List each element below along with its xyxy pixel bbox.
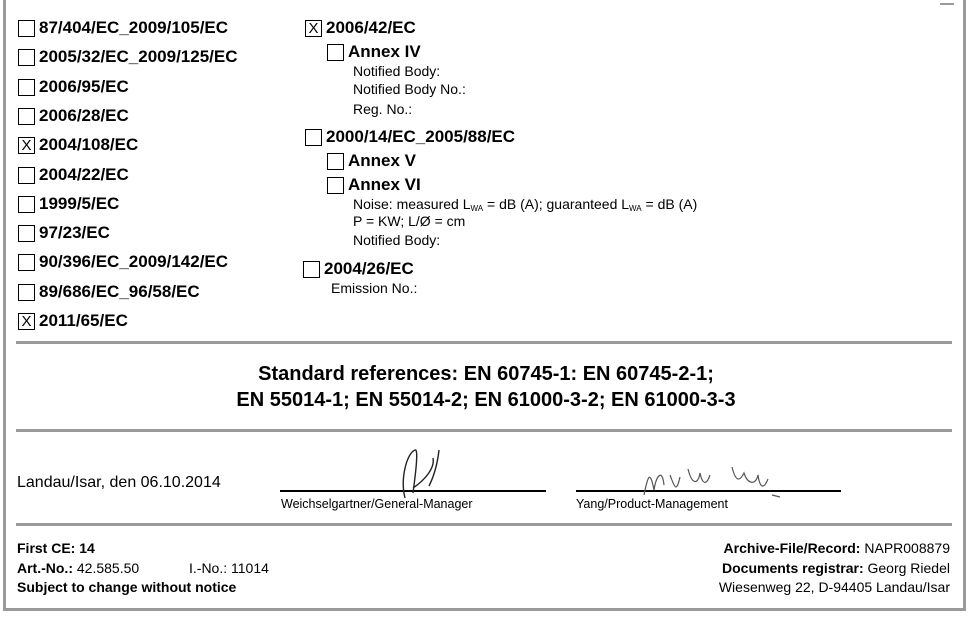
- annex-label: Annex V: [348, 151, 417, 170]
- directive-label: 2000/14/EC_2005/88/EC: [326, 127, 516, 146]
- checkbox[interactable]: [18, 225, 35, 242]
- directive-label: 89/686/EC_96/58/EC: [39, 282, 200, 301]
- directive-row: [18, 17, 228, 39]
- checkbox[interactable]: X: [18, 137, 35, 154]
- directive-row: [18, 76, 129, 98]
- directive-2006-42: [305, 17, 416, 39]
- checkbox[interactable]: [18, 49, 35, 66]
- directive-row: [18, 281, 200, 303]
- noise-subscript: WA: [629, 204, 642, 213]
- archive-label: Archive-File/Record:: [723, 540, 861, 556]
- noise-text-a: Noise: measured L: [353, 196, 471, 212]
- noise-text-c: = dB (A): [641, 196, 698, 212]
- checkbox[interactable]: X: [305, 20, 322, 37]
- annex-iv: [327, 41, 421, 63]
- archive-record: [724, 540, 950, 556]
- subject-text: Subject to change without notice: [17, 579, 237, 595]
- archive-value: NAPR008879: [864, 540, 950, 556]
- directive-row: [18, 193, 119, 215]
- notified-body-label: Notified Body:: [353, 63, 441, 79]
- directive-label: 87/404/EC_2009/105/EC: [39, 18, 229, 37]
- art-no-value: 42.585.50: [76, 560, 140, 576]
- first-ce: [17, 540, 95, 556]
- directive-row: [18, 251, 228, 273]
- directive-label: 2006/28/EC: [39, 106, 129, 125]
- directive-row: [18, 134, 138, 156]
- place-date: Landau/Isar, den 06.10.2014: [17, 474, 221, 491]
- checkbox[interactable]: [327, 44, 344, 61]
- signature-2-caption: Yang/Product-Management: [576, 497, 728, 511]
- checkbox[interactable]: X: [18, 313, 35, 330]
- reg-no-label: Reg. No.:: [353, 101, 413, 117]
- registrar-value: Georg Riedel: [867, 560, 950, 576]
- checkbox[interactable]: [18, 167, 35, 184]
- signature-1-caption: Weichselgartner/General-Manager: [281, 497, 473, 511]
- i-no: I.-No.: 11014: [189, 560, 269, 576]
- directive-label: 97/23/EC: [39, 223, 110, 242]
- power-line: P = KW; L/Ø = cm: [353, 213, 466, 229]
- checkbox[interactable]: [18, 254, 35, 271]
- address: Wiesenweg 22, D-94405 Landau/Isar: [718, 579, 950, 595]
- art-no-label: Art.-No.:: [17, 560, 73, 576]
- directive-row: [18, 310, 128, 332]
- noise-line: [353, 196, 697, 213]
- registrar-label: Documents registrar:: [722, 560, 864, 576]
- directive-label: 2004/26/EC: [324, 259, 414, 278]
- divider-2: [16, 429, 952, 432]
- checkbox[interactable]: [18, 79, 35, 96]
- standards-line-2: EN 55014-1; EN 55014-2; EN 61000-3-2; EN 61000-3-3: [236, 389, 736, 411]
- directive-label: 2004/108/EC: [39, 135, 139, 154]
- first-ce-value: 14: [79, 540, 95, 556]
- divider-1: [16, 341, 952, 344]
- checkbox[interactable]: [18, 20, 35, 37]
- checkbox[interactable]: [18, 108, 35, 125]
- checkbox[interactable]: [327, 153, 344, 170]
- document-frame: [3, 0, 966, 611]
- standards-line-1: Standard references: EN 60745-1: EN 60745-2-1;: [258, 363, 714, 385]
- directive-label: 2006/42/EC: [326, 18, 416, 37]
- checkbox[interactable]: [327, 177, 344, 194]
- subject-notice: [17, 579, 236, 595]
- notified-body-label-2: Notified Body:: [353, 232, 441, 248]
- first-ce-label: First CE:: [17, 540, 76, 556]
- directive-label: 2006/95/EC: [39, 77, 129, 96]
- documents-registrar: [722, 560, 950, 576]
- noise-text-b: = dB (A); guaranteed L: [483, 196, 630, 212]
- checkbox[interactable]: [18, 284, 35, 301]
- annex-v: [327, 150, 416, 172]
- checkbox[interactable]: [305, 129, 322, 146]
- directive-row: [18, 222, 110, 244]
- noise-subscript: WA: [470, 204, 484, 213]
- directive-2000-14: [305, 126, 515, 148]
- art-no: [17, 560, 139, 576]
- annex-vi: [327, 174, 421, 196]
- emission-no-label: Emission No.:: [331, 280, 418, 296]
- checkbox[interactable]: [303, 261, 320, 278]
- directive-label: 2011/65/EC: [39, 311, 128, 330]
- directive-2004-26: [303, 258, 414, 280]
- divider-3: [16, 523, 952, 526]
- directive-label: 2005/32/EC_2009/125/EC: [39, 47, 238, 66]
- annex-label: Annex IV: [348, 42, 421, 61]
- directive-label: 2004/22/EC: [39, 165, 129, 184]
- top-edge-line: [940, 3, 954, 5]
- directive-row: [18, 105, 129, 127]
- directive-row: [18, 46, 238, 68]
- directive-label: 90/396/EC_2009/142/EC: [39, 252, 229, 271]
- notified-body-no-label: Notified Body No.:: [353, 81, 466, 97]
- checkbox[interactable]: [18, 196, 35, 213]
- annex-label: Annex VI: [348, 175, 421, 194]
- directive-row: [18, 164, 129, 186]
- directive-label: 1999/5/EC: [39, 194, 120, 213]
